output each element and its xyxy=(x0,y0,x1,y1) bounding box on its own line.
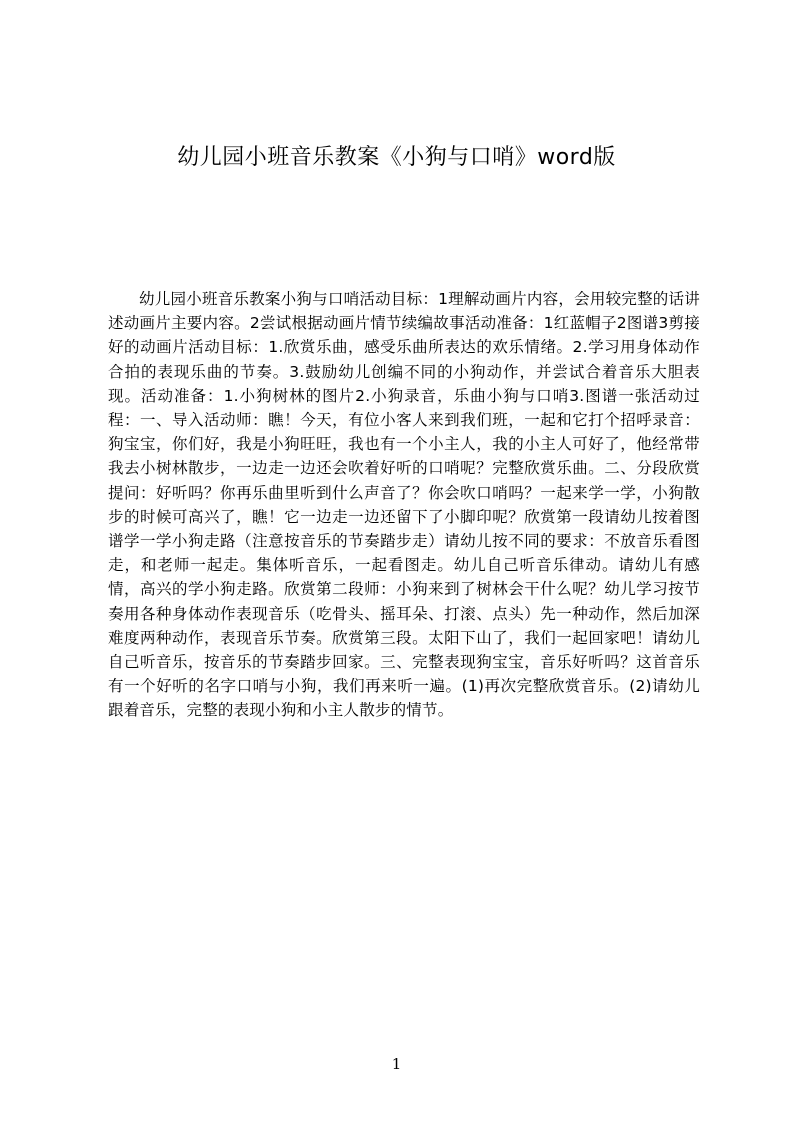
page-number: 1 xyxy=(391,1055,402,1073)
body-paragraph: 幼儿园小班音乐教案小狗与口哨活动目标：1理解动画片内容，会用较完整的话讲述动画片主要内容。2尝试根据动画片情节续编故事活动准备：1红蓝帽子2图谱3剪接好的动画片活动目标：1.欣赏乐曲，感受乐曲所表达的欢乐情绪。2.学习用身体动作合拍的表现乐曲的节奏。3.鼓励幼儿创编不同的小狗动作，并尝试合着音乐大胆表现。活动准备：1.小狗树林的图片2.小狗录音，乐曲小狗与口哨3.图谱一张活动过程：一、导入活动师：瞧！今天，有位小客人来到我们班，一起和它打个招呼录音：狗宝宝，你们好，我是小狗旺旺，我也有一个小主人，我的小主人可好了，他经常带我去小树林散步，一边走一边还会吹着好听的口哨呢？完整欣赏乐曲。二、分段欣赏提问：好听吗？你再乐曲里听到什么声音了？你会吹口哨吗？一起来学一学，小狗散步的时候可高兴了，瞧！它一边走一边还留下了小脚印呢？欣赏第一段请幼儿按着图谱学一学小狗走路（注意按音乐的节奏踏步走）请幼儿按不同的要求：不放音乐看图走，和老师一起走。集体听音乐，一起看图走。幼儿自己听音乐律动。请幼儿有感情，高兴的学小狗走路。欣赏第二段师：小狗来到了树林会干什么呢？幼儿学习按节奏用各种身体动作表现音乐（吃骨头、摇耳朵、打滚、点头）先一种动作，然后加深难度两种动作，表现音乐节奏。欣赏第三段。太阳下山了，我们一起回家吧！请幼儿自己听音乐，按音乐的节奏踏步回家。三、完整表现狗宝宝，音乐好听吗？这首音乐有一个好听的名字口哨与小狗，我们再来听一遍。(1)再次完整欣赏音乐。(2)请幼儿跟着音乐，完整的表现小狗和小主人散步的情节。 xyxy=(108,290,700,720)
document-title: 幼儿园小班音乐教案《小狗与口哨》word版 xyxy=(177,145,616,170)
